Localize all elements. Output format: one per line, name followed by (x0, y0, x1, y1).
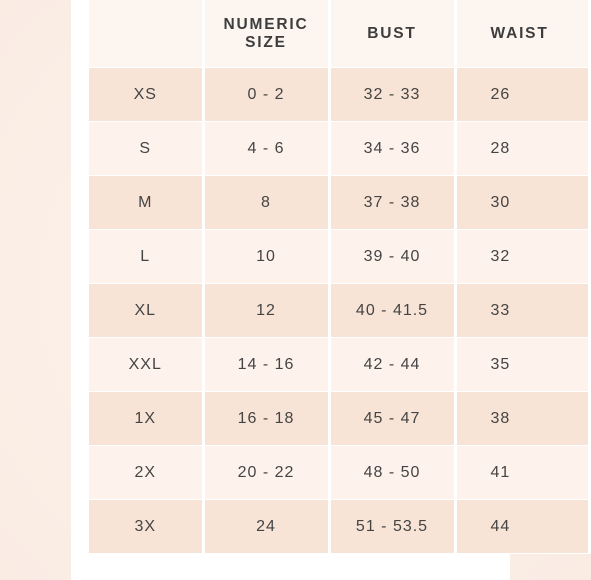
waist-cell: 32 (455, 230, 589, 284)
size-cell: L (89, 230, 203, 284)
table-row (89, 176, 589, 230)
bust-cell: 45 - 47 (329, 392, 455, 446)
bust-cell: 34 - 36 (329, 122, 455, 176)
bust-cell: 51 - 53.5 (329, 500, 455, 554)
size-cell: XS (89, 68, 203, 122)
bust-cell: 48 - 50 (329, 446, 455, 500)
table-row (89, 338, 589, 392)
header-numeric-line2: SIZE (245, 33, 287, 51)
table-row (89, 230, 589, 284)
bust-cell: 32 - 33 (329, 68, 455, 122)
waist-cell: 33 (455, 284, 589, 338)
waist-cell: 30 (455, 176, 589, 230)
table-row (89, 122, 589, 176)
size-cell: XXL (89, 338, 203, 392)
numeric-cell: 12 (203, 284, 329, 338)
size-cell: M (89, 176, 203, 230)
numeric-cell: 8 (203, 176, 329, 230)
size-cell: S (89, 122, 203, 176)
size-cell: 2X (89, 446, 203, 500)
header-numeric-line1: NUMERIC (223, 15, 309, 33)
numeric-cell: 14 - 16 (203, 338, 329, 392)
waist-cell: 28 (455, 122, 589, 176)
header-bust: BUST (329, 0, 455, 68)
waist-cell: 41 (455, 446, 589, 500)
table-row (89, 68, 589, 122)
table-row (89, 446, 589, 500)
numeric-cell: 20 - 22 (203, 446, 329, 500)
bust-cell: 42 - 44 (329, 338, 455, 392)
bust-cell: 39 - 40 (329, 230, 455, 284)
waist-cell: 38 (455, 392, 589, 446)
numeric-cell: 24 (203, 500, 329, 554)
header-size (89, 0, 203, 68)
waist-cell: 26 (455, 68, 589, 122)
table-row (89, 284, 589, 338)
bust-cell: 37 - 38 (329, 176, 455, 230)
bust-cell: 40 - 41.5 (329, 284, 455, 338)
numeric-cell: 16 - 18 (203, 392, 329, 446)
header-waist: WAIST (455, 0, 589, 68)
waist-cell: 35 (455, 338, 589, 392)
table-row (89, 500, 589, 554)
numeric-cell: 0 - 2 (203, 68, 329, 122)
size-chart-viewport (89, 0, 549, 552)
waist-cell: 44 (455, 500, 589, 554)
header-numeric-size (203, 0, 329, 68)
numeric-cell: 4 - 6 (203, 122, 329, 176)
size-chart-table (89, 0, 591, 554)
numeric-cell: 10 (203, 230, 329, 284)
size-cell: 1X (89, 392, 203, 446)
size-cell: XL (89, 284, 203, 338)
header-row (89, 0, 589, 68)
size-cell: 3X (89, 500, 203, 554)
table-row (89, 392, 589, 446)
